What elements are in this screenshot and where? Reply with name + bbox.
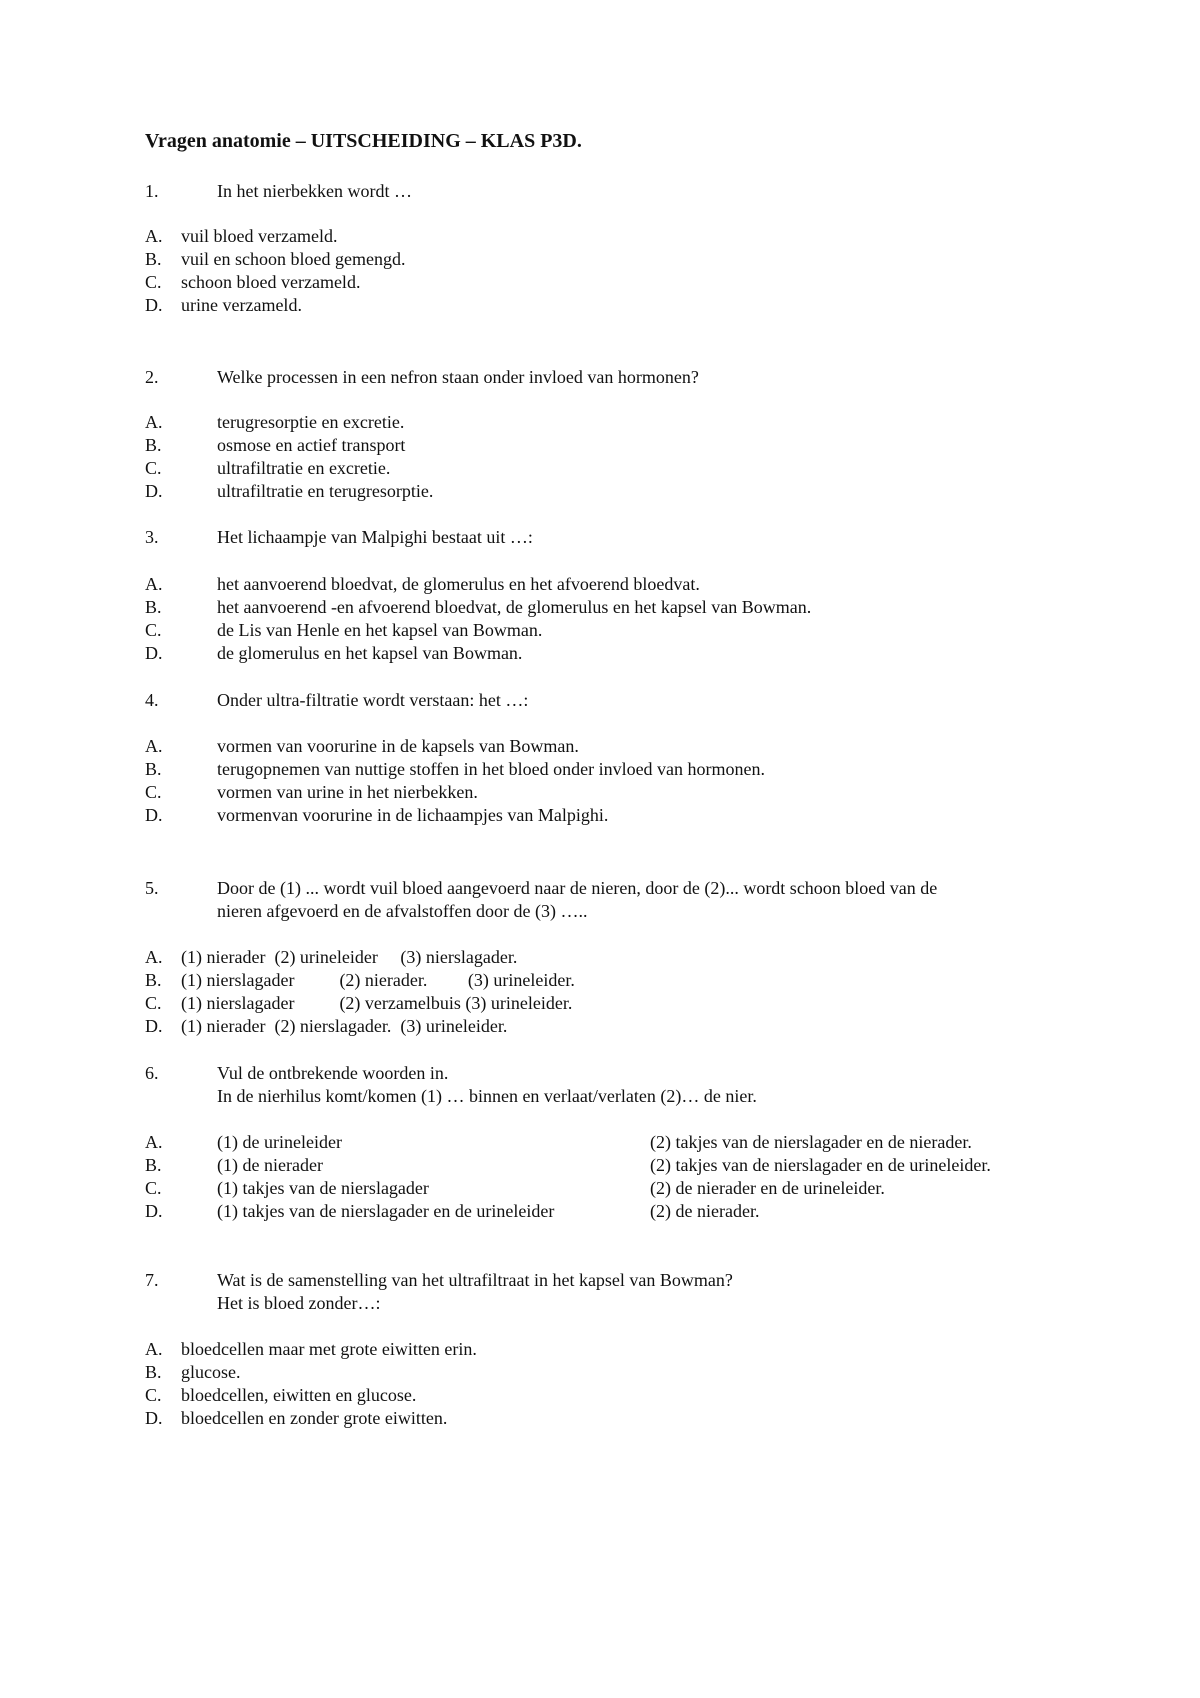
answer-option bbox=[145, 1407, 447, 1430]
answer-text: vormen van voorurine in de kapsels van Bowman. bbox=[217, 736, 579, 756]
answer-letter: C. bbox=[145, 782, 162, 802]
option-text: (1) nierader (2) urineleider (3) nierslagader. bbox=[181, 947, 518, 967]
answer-option bbox=[145, 248, 405, 271]
answer-text: terugresorptie en excretie. bbox=[217, 412, 405, 432]
answer-option bbox=[145, 946, 517, 969]
answer-left: (1) takjes van de nierslagader en de urineleider bbox=[217, 1201, 555, 1221]
answer-letter: D. bbox=[145, 481, 163, 501]
question-number: 3. bbox=[145, 527, 159, 547]
answer-right: (2) takjes van de nierslagader en de urineleider. bbox=[650, 1155, 991, 1175]
option-text: (1) nierslagader (2) verzamelbuis (3) urineleider. bbox=[181, 993, 573, 1013]
option-text: bloedcellen maar met grote eiwitten erin. bbox=[181, 1339, 477, 1359]
option-text: schoon bloed verzameld. bbox=[181, 272, 361, 292]
answer-letter: C. bbox=[145, 620, 162, 640]
answer-letter: B. bbox=[145, 1155, 162, 1175]
question-number: 1. bbox=[145, 181, 159, 201]
question-text-line: In de nierhilus komt/komen (1) … binnen en verlaat/verlaten (2)… de nier. bbox=[217, 1086, 757, 1106]
option-text: bloedcellen en zonder grote eiwitten. bbox=[181, 1408, 448, 1428]
answer-letter: C. bbox=[145, 1178, 162, 1198]
answer-option bbox=[145, 271, 360, 294]
option-text: vuil bloed verzameld. bbox=[181, 226, 338, 246]
answer-letter: D. bbox=[145, 643, 163, 663]
answer-left: (1) de urineleider bbox=[217, 1132, 342, 1152]
answer-option bbox=[145, 1338, 477, 1361]
answer-text: het aanvoerend -en afvoerend bloedvat, de glomerulus en het kapsel van Bowman. bbox=[217, 597, 812, 617]
option-letter: D. bbox=[145, 295, 163, 315]
option-letter: C. bbox=[145, 993, 162, 1013]
option-text: bloedcellen, eiwitten en glucose. bbox=[181, 1385, 417, 1405]
answer-text: ultrafiltratie en excretie. bbox=[217, 458, 391, 478]
option-text: glucose. bbox=[181, 1362, 241, 1382]
question-number: 6. bbox=[145, 1063, 159, 1083]
answer-right: (2) takjes van de nierslagader en de nierader. bbox=[650, 1132, 972, 1152]
answer-text: de glomerulus en het kapsel van Bowman. bbox=[217, 643, 523, 663]
answer-letter: A. bbox=[145, 412, 163, 432]
answer-option bbox=[145, 1361, 240, 1384]
answer-option bbox=[145, 1015, 507, 1038]
question-text-line: Door de (1) ... wordt vuil bloed aangevoerd naar de nieren, door de (2)... wordt schoon bloed van de bbox=[217, 878, 938, 898]
option-letter: B. bbox=[145, 249, 162, 269]
answer-text: vormenvan voorurine in de lichaampjes van Malpighi. bbox=[217, 805, 609, 825]
option-letter: A. bbox=[145, 226, 163, 246]
answer-letter: A. bbox=[145, 574, 163, 594]
option-text: urine verzameld. bbox=[181, 295, 302, 315]
option-letter: A. bbox=[145, 1339, 163, 1359]
question-text-line: Het is bloed zonder…: bbox=[217, 1293, 381, 1313]
answer-letter: D. bbox=[145, 1201, 163, 1221]
question-text-line: Vul de ontbrekende woorden in. bbox=[217, 1063, 449, 1083]
answer-option bbox=[145, 969, 575, 992]
answer-option bbox=[145, 992, 572, 1015]
option-letter: D. bbox=[145, 1016, 163, 1036]
option-letter: A. bbox=[145, 947, 163, 967]
answer-option bbox=[145, 294, 302, 317]
question-text: Welke processen in een nefron staan onder invloed van hormonen? bbox=[217, 367, 699, 387]
option-letter: D. bbox=[145, 1408, 163, 1428]
answer-text: osmose en actief transport bbox=[217, 435, 406, 455]
option-letter: B. bbox=[145, 970, 162, 990]
answer-text: terugopnemen van nuttige stoffen in het bloed onder invloed van hormonen. bbox=[217, 759, 766, 779]
option-text: (1) nierader (2) nierslagader. (3) urineleider. bbox=[181, 1016, 508, 1036]
answer-text: vormen van urine in het nierbekken. bbox=[217, 782, 478, 802]
question-text-line: Wat is de samenstelling van het ultrafiltraat in het kapsel van Bowman? bbox=[217, 1270, 733, 1290]
answer-text: de Lis van Henle en het kapsel van Bowman. bbox=[217, 620, 543, 640]
page-title: Vragen anatomie – UITSCHEIDING – KLAS P3D. bbox=[145, 130, 582, 152]
question-number: 4. bbox=[145, 690, 159, 710]
answer-letter: C. bbox=[145, 458, 162, 478]
answer-text: ultrafiltratie en terugresorptie. bbox=[217, 481, 434, 501]
question-text: Het lichaampje van Malpighi bestaat uit …: bbox=[217, 527, 533, 547]
option-letter: C. bbox=[145, 272, 162, 292]
answer-letter: B. bbox=[145, 435, 162, 455]
question-number: 7. bbox=[145, 1270, 159, 1290]
answer-option bbox=[145, 225, 337, 248]
answer-letter: A. bbox=[145, 1132, 163, 1152]
answer-letter: D. bbox=[145, 805, 163, 825]
answer-left: (1) de nierader bbox=[217, 1155, 323, 1175]
option-letter: C. bbox=[145, 1385, 162, 1405]
question-text: Onder ultra-filtratie wordt verstaan: het …: bbox=[217, 690, 529, 710]
answer-option bbox=[145, 1384, 416, 1407]
question-number: 2. bbox=[145, 367, 159, 387]
answer-text: het aanvoerend bloedvat, de glomerulus en het afvoerend bloedvat. bbox=[217, 574, 700, 594]
option-letter: B. bbox=[145, 1362, 162, 1382]
option-text: vuil en schoon bloed gemengd. bbox=[181, 249, 406, 269]
answer-right: (2) de nierader en de urineleider. bbox=[650, 1178, 885, 1198]
question-text-line: nieren afgevoerd en de afvalstoffen door de (3) ….. bbox=[217, 901, 588, 921]
answer-letter: B. bbox=[145, 597, 162, 617]
answer-letter: B. bbox=[145, 759, 162, 779]
question-number: 5. bbox=[145, 878, 159, 898]
answer-right: (2) de nierader. bbox=[650, 1201, 760, 1221]
answer-left: (1) takjes van de nierslagader bbox=[217, 1178, 429, 1198]
option-text: (1) nierslagader (2) nierader. (3) urineleider. bbox=[181, 970, 575, 990]
answer-letter: A. bbox=[145, 736, 163, 756]
question-text: In het nierbekken wordt … bbox=[217, 181, 412, 201]
